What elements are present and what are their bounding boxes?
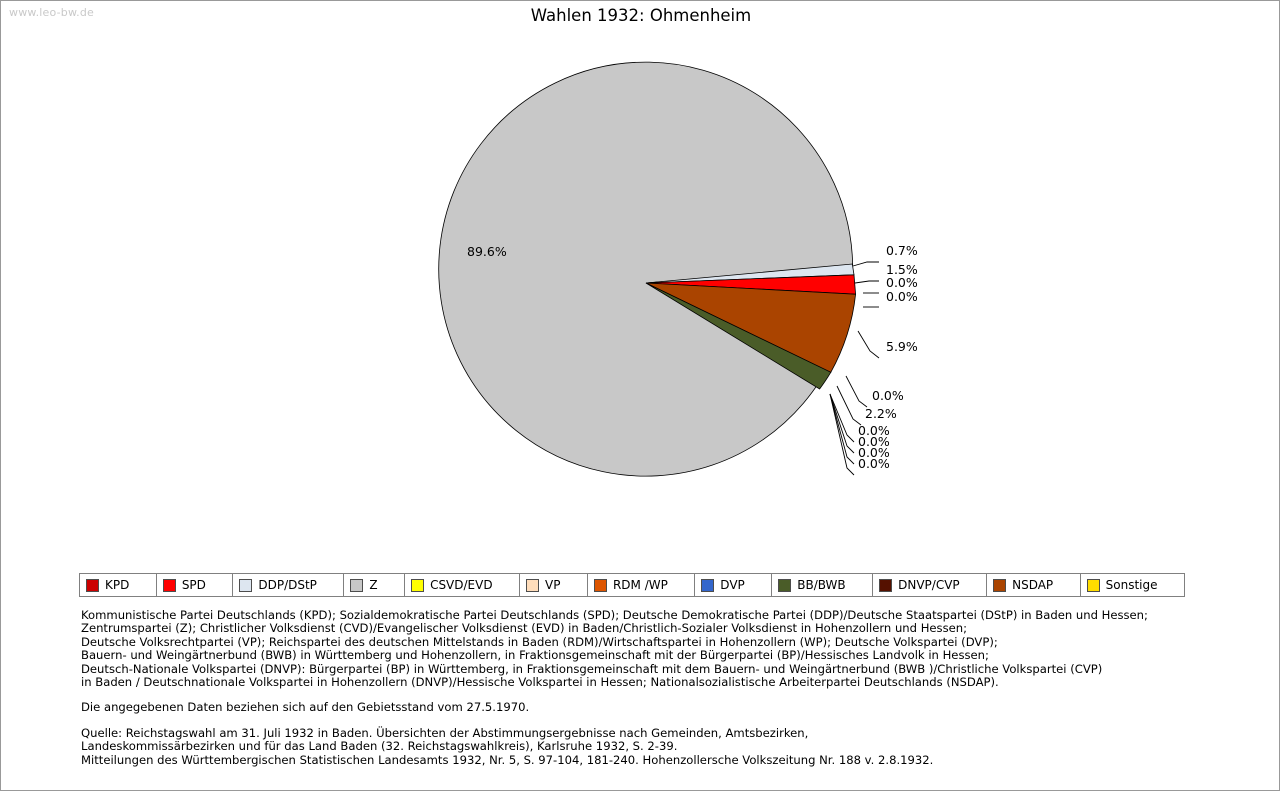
legend-item-kpd <box>80 574 157 596</box>
legend-label: DVP <box>720 578 745 592</box>
legend-item-bb-bwb <box>772 574 873 596</box>
legend-label: CSVD/EVD <box>430 578 493 592</box>
slice-label-zero-2: 0.0% <box>886 289 918 304</box>
watermark: www.leo-bw.de <box>9 6 95 19</box>
legend-item-dvp <box>695 574 772 596</box>
legend-swatch-icon <box>879 579 892 592</box>
slice-label-sonstige: 0.7% <box>886 243 918 258</box>
slice-label-nsdap: 5.9% <box>886 339 918 354</box>
legend-swatch-icon <box>239 579 252 592</box>
legend-label: KPD <box>105 578 130 592</box>
legend-label: SPD <box>181 578 206 592</box>
legend-label: NSDAP <box>1012 578 1054 592</box>
slice-label-zero-3: 0.0% <box>872 388 904 403</box>
footnote-parties <box>81 609 1231 689</box>
legend-label: Sonstige <box>1105 578 1158 592</box>
footnote-line: Landeskommissärbezirken und für das Land Baden (32. Reichstagswahlkreis), Karlsruhe 1932, S. 2-39. <box>81 739 678 754</box>
legend-label: VP <box>545 578 561 592</box>
footnote-line: Mitteilungen des Württembergischen Statistischen Landesamts 1932, Nr. 5, S. 97-104, 181-240. Hohenzollersche Volkszeitung Nr. 188 v. 2.8.1932. <box>81 752 934 767</box>
footnote-line: Zentrumspartei (Z); Christlicher Volksdienst (CVD)/Evangelischer Volksdienst (EVD) in Baden/Christlich-Sozialer Volksdienst in Hohenzollern und Hessen; <box>81 621 968 636</box>
slice-label-z: 89.6% <box>467 244 507 259</box>
legend-swatch-icon <box>701 579 714 592</box>
pie-slice-z <box>439 62 853 476</box>
legend-swatch-icon <box>1087 579 1100 592</box>
legend-item-z <box>344 574 405 596</box>
legend-item-sonstige <box>1081 574 1184 596</box>
legend-item-nsdap <box>987 574 1081 596</box>
legend-swatch-icon <box>350 579 363 592</box>
legend-swatch-icon <box>993 579 1006 592</box>
legend-swatch-icon <box>411 579 424 592</box>
legend-label: BB/BWB <box>797 578 846 592</box>
footnote-line: Kommunistische Partei Deutschlands (KPD); Sozialdemokratische Partei Deutschlands (SPD); Deutsche Demokratische Partei (DDP)/Deutsche Staatspartei (DStP) in Baden und Hessen; <box>81 608 1148 622</box>
footnote-note <box>81 701 1231 714</box>
slice-label-zero-7: 0.0% <box>858 456 890 471</box>
legend-item-spd <box>157 574 234 596</box>
legend-label: DNVP/CVP <box>898 578 960 592</box>
legend-swatch-icon <box>778 579 791 592</box>
footnote-line: Die angegebenen Daten beziehen sich auf den Gebietsstand vom 27.5.1970. <box>81 700 530 715</box>
slice-label-zero-6: 0.0% <box>858 445 890 460</box>
footnotes <box>81 609 1231 779</box>
legend-item-vp <box>520 574 588 596</box>
slice-label-bbbwb: 2.2% <box>865 406 897 421</box>
slice-label-zero-4: 0.0% <box>858 423 890 438</box>
pie-svg <box>1 31 1280 541</box>
slice-label-zero-5: 0.0% <box>858 434 890 449</box>
page-title: Wahlen 1932: Ohmenheim <box>530 6 752 25</box>
chart-legend <box>79 573 1185 597</box>
legend-item-ddp-dstp <box>233 574 344 596</box>
footnote-line: Deutsch-Nationale Volkspartei (DNVP): Bürgerpartei (BP) in Württemberg, in Fraktionsgemeinschaft mit dem Bauern- und Weingärtnerbund (BWB )/Christliche Volkspartei (CVP) <box>81 661 1103 676</box>
legend-item-csvd-evd <box>405 574 520 596</box>
legend-item-rdm-wp <box>588 574 695 596</box>
footnote-line: in Baden / Deutschnationale Volkspartei in Hohenzollern (DNVP)/Hessische Volkspartei in Hessen; Nationalsozialistische Arbeiterpartei Deutschlands (NSDAP). <box>81 675 999 690</box>
pie-chart <box>1 31 1280 541</box>
legend-item-dnvp-cvp <box>873 574 987 596</box>
legend-swatch-icon <box>594 579 607 592</box>
legend-label: DDP/DStP <box>258 578 317 592</box>
slice-label-spd: 1.5% <box>886 262 918 277</box>
legend-label: RDM /WP <box>612 578 668 592</box>
legend-swatch-icon <box>86 579 99 592</box>
footnote-source <box>81 727 1231 767</box>
footnote-line: Quelle: Reichstagswahl am 31. Juli 1932 in Baden. Übersichten der Abstimmungsergebnisse nach Gemeinden, Amtsbezirken, <box>81 725 809 740</box>
legend-swatch-icon <box>163 579 176 592</box>
legend-swatch-icon <box>526 579 539 592</box>
footnote-line: Bauern- und Weingärtnerbund (BWB) in Württemberg und Hohenzollern, in Fraktionsgemeinschaft mit der Bürgerpartei (BP)/Hessisches Landvolk in Hessen; <box>81 648 989 663</box>
legend-label: Z <box>369 578 378 592</box>
slice-label-zero-1: 0.0% <box>886 275 918 290</box>
footnote-line: Deutsche Volksrechtpartei (VP); Reichspartei des deutschen Mittelstands in Baden (RDM)/Wirtschaftspartei in Hohenzollern (WP); Deutsche Volkspartei (DVP); <box>81 634 998 649</box>
